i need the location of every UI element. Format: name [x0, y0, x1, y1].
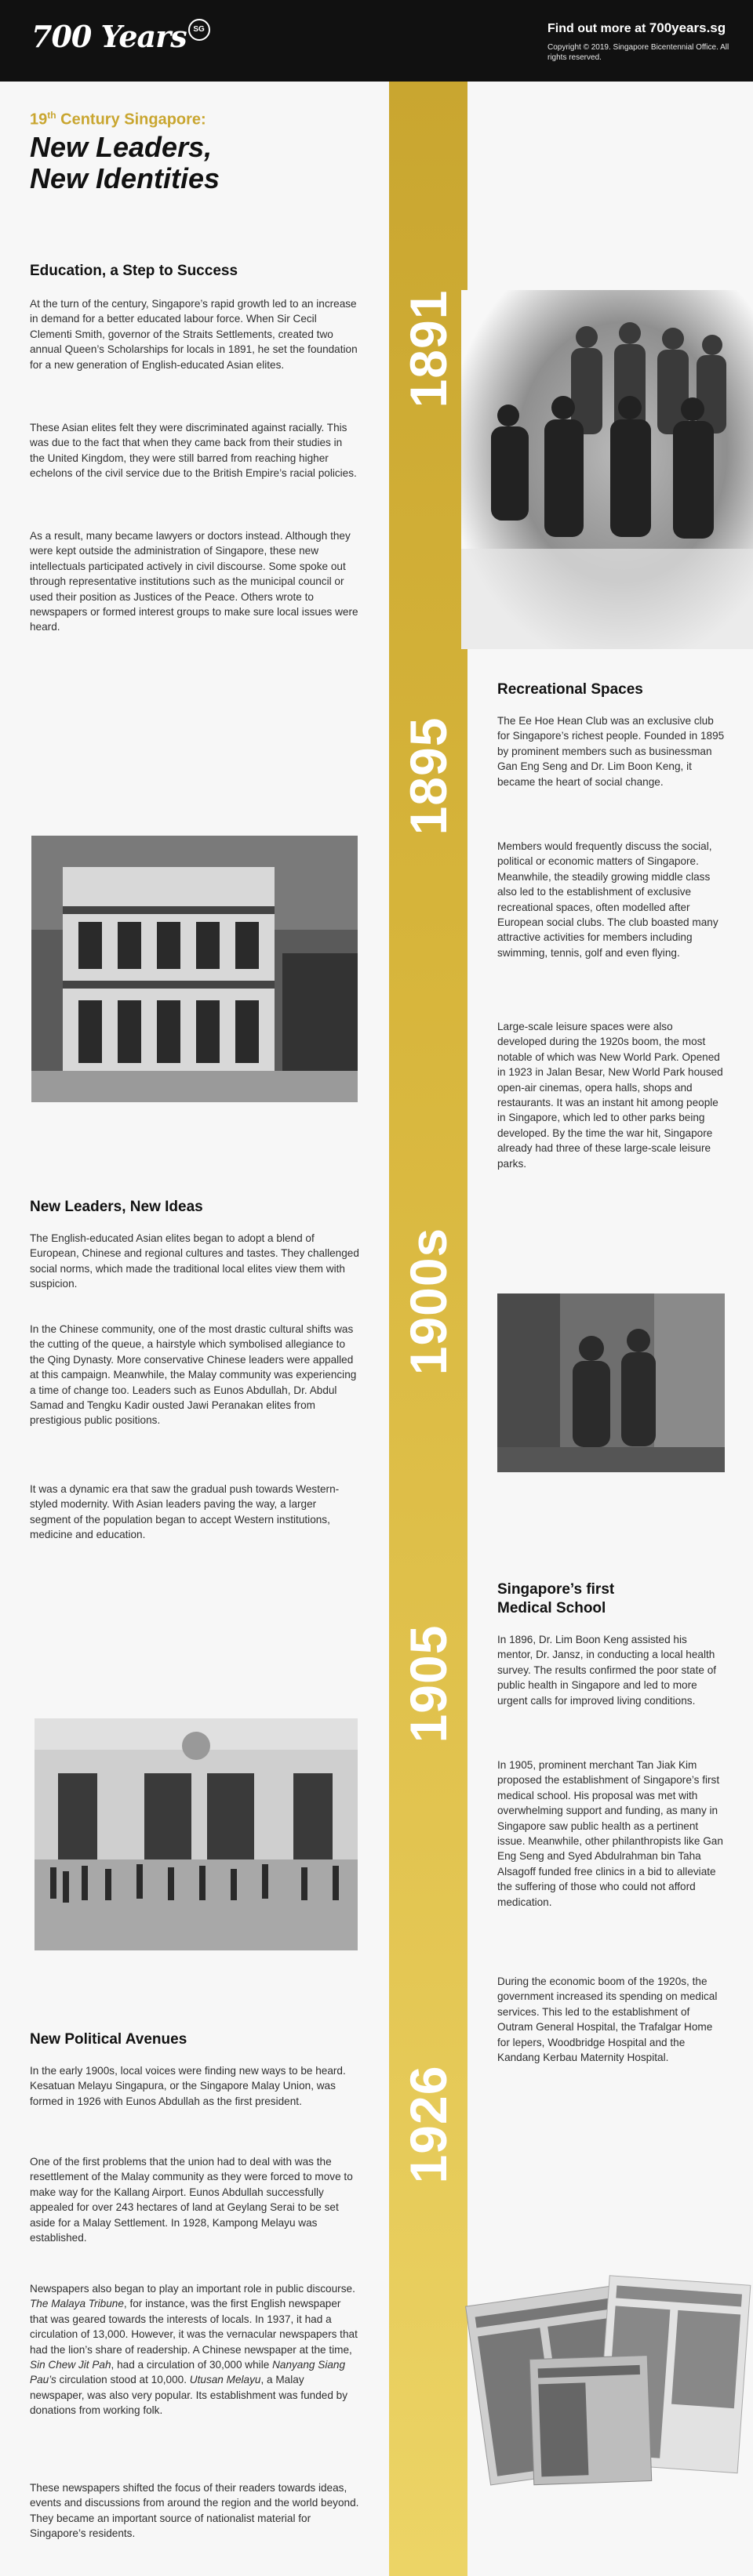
- paragraph: One of the first problems that the union had to deal with was the resettlement of the Malay community as they were forced to move to make way for the Kallang Airport. Eunos Abdullah successfully appealed for over 243 hectares of land at Geylang Serai to be set aside for a Malay Settlement. In 1928, Kampong Melayu was established.: [30, 2156, 353, 2244]
- year-label-1926: 1926: [399, 2065, 457, 2184]
- year-label-1905: 1905: [399, 1624, 457, 1743]
- paragraph: The English-educated Asian elites began to adopt a blend of European, Chinese and regional cultures and tastes. They challenged social norms, which made the traditional local elites view them with suspicion.: [30, 1232, 359, 1290]
- paragraph: As a result, many became lawyers or doctors instead. Although they were kept outside the administration of Singapore, these new intellectuals participated actively in civil discourse. Some spoke out through representative institutions such as the municipal council or used their position as Justices of the Peace. Others wrote to newspapers or formed interest groups to make sure local issues were heard.: [30, 530, 358, 633]
- sg-badge: SG: [188, 19, 210, 41]
- logo-text: 700 Years: [31, 19, 187, 54]
- paragraph: During the economic boom of the 1920s, the government increased its spending on medical services. This led to the establishment of Outram General Hospital, the Trafalgar Home for lepers, Woodbridge Hospital and the Kandang Kerbau Maternity Hospital.: [497, 1976, 718, 2064]
- paragraph: The Ee Hoe Hean Club was an exclusive club for Singapore’s richest people. Founded in 1895 by prominent members such as businessman Gan Eng Seng and Dr. Lim Boon Keng, it became the heart of social change.: [497, 715, 725, 788]
- paragraph: Members would frequently discuss the social, political or economic matters of Singapore. Meanwhile, the steadily growing middle class also led to the establishment of exclusive recreational spaces, often modelled after European social clubs. The club boasted many attractive activities for members including swimming, tennis, golf and even flying.: [497, 840, 718, 959]
- 700-years-logo[interactable]: [31, 19, 210, 54]
- paragraph: In 1905, prominent merchant Tan Jiak Kim proposed the establishment of Singapore’s first medical school. His proposal was met with overwhelming support and funding, as many in Singapore saw public health as a pertinent issue. Meanwhile, other philanthropists like Gan Eng Seng and Syed Abdulrahman bin Taha Alsagoff funded free clinics in a bid to alleviate the suffering of those who could not afford medication.: [497, 1759, 723, 1908]
- section-title-political-avenues: New Political Avenues: [30, 2031, 187, 2048]
- year-label-1895: 1895: [399, 717, 457, 836]
- paragraph: Large-scale leisure spaces were also developed during the 1920s boom, the most notable of which was New World Park. Opened in 1923 in Jalan Besar, New World Park housed open-air cinemas, opera halls, shops and restaurants. It was an instant hit among people in Singapore, which led to other parks being developed. By the time the war hit, Singapore already had three of these large-scale leisure parks.: [497, 1021, 723, 1170]
- site-header: [0, 0, 753, 82]
- section-title-new-leaders: New Leaders, New Ideas: [30, 1199, 203, 1215]
- queue-cutting-photo: [497, 1293, 725, 1472]
- section-title-education: Education, a Step to Success: [30, 263, 238, 279]
- newspapers-photo: [461, 2264, 753, 2491]
- paragraph: In the early 1900s, local voices were finding new ways to be heard. Kesatuan Melayu Singapura, or the Singapore Malay Union, was formed in 1926 with Eunos Abdullah as the first president.: [30, 2065, 346, 2107]
- year-label-1900s: 1900s: [399, 1227, 457, 1376]
- page-title: New Leaders, New Identities: [30, 131, 220, 194]
- paragraph: These newspapers shifted the focus of their readers towards ideas, events and discussions from around the region and the world beyond. They became an important source of nationalist material for Singapore’s residents.: [30, 2482, 359, 2540]
- copyright-notice: Copyright © 2019. Singapore Bicentennial Office. All rights reserved.: [547, 43, 729, 62]
- paragraph: At the turn of the century, Singapore’s rapid growth led to an increase in demand for a better educated labour force. When Sir Cecil Clementi Smith, governor of the Straits Settlements, created two annual Queen’s Scholarships for locals in 1891, he set the foundation for a new generation of English-educated Asian elites.: [30, 298, 358, 371]
- ee-hoe-hean-club-photo: [31, 836, 358, 1102]
- paragraph: These Asian elites felt they were discriminated against racially. This was due to the fact that when they came back from their studies in the United Kingdom, they were still barred from reaching higher echelons of the civil service due to the British Empire’s racial policies.: [30, 422, 357, 480]
- paragraph: Newspapers also began to play an important role in public discourse. The Malaya Tribune, for instance, was the first English newspaper that was geared towards the interests of locals. In 1937, it had a circulation of 13,000. However, it was the vernacular newspapers that had the lion’s share of readership. A Chinese newspaper at the time, Sin Chew Jit Pah, had a circulation of 30,000 while Nanyang Siang Pau’s circulation stood at 10,000. Utusan Melayu, a Malay newspaper, was also very popular. Its establishment was funded by donations from working folk.: [30, 2283, 358, 2417]
- section-title-recreational-spaces: Recreational Spaces: [497, 681, 643, 698]
- site-link[interactable]: 700years.sg: [649, 20, 726, 35]
- year-label-1891: 1891: [399, 289, 457, 408]
- paragraph: In the Chinese community, one of the most drastic cultural shifts was the cutting of the queue, a hairstyle which symbolised allegiance to the Qing Dynasty. More conservative Chinese leaders were appalled at this campaign. Meanwhile, the Malay community was experiencing a time of change too. Leaders such as Eunos Abdullah, Dr. Abdul Samad and Tengku Kadir ousted Jawi Peranakan elites from prestigious public positions.: [30, 1323, 357, 1427]
- find-out-more: [547, 20, 726, 36]
- find-prefix: Find out more at: [547, 22, 649, 35]
- medical-school-photo: [35, 1718, 358, 1950]
- paragraph: In 1896, Dr. Lim Boon Keng assisted his mentor, Dr. Jansz, in conducting a local health survey. The results confirmed the poor state of public health in Singapore and led to more urgent calls for improved living conditions.: [497, 1634, 717, 1707]
- queens-scholars-photo: [461, 290, 753, 649]
- page-kicker: 19th Century Singapore:: [30, 110, 206, 129]
- section-title-medical-school: Singapore’s first Medical School: [497, 1581, 615, 1616]
- paragraph: It was a dynamic era that saw the gradual push towards Western-styled modernity. With Asian leaders paving the way, a larger segment of the population began to accept Western institutions, medicine and education.: [30, 1483, 340, 1541]
